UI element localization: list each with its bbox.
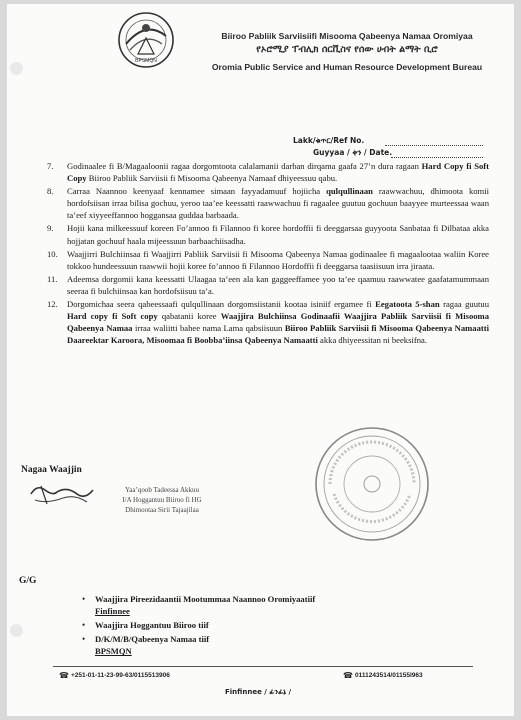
item-text-run: Adeemsa dorgomii kana keessatti Ulaagaa ta’een ala kan gaggeeffamee yoo ta’ee qaamuu raawwatee gaafatamummaan seeraa fi bulchiinsaa kan hordofsiisuu ta’a. [67,273,489,296]
signatory-name: Yaa’qoob Tadeessa Akkuu [124,486,200,494]
item-text-run: Biiroo Pabliik Sarviisii fi Misooma Qabeenya Namaaf dhiyeessuu qabu. [86,173,338,184]
punch-hole [10,62,23,75]
item-number: 8. [47,186,54,197]
footer-city: Finfinnee / ፊንፊኔ / [225,688,292,696]
item-number: 9. [47,223,54,234]
closing-text: Nagaa Waajjin [21,465,82,475]
item-text-bold: qulqullinaan [326,186,373,197]
item-text-bold: Waajjira Bulchiinsa Godinaafii Waajjira Pabliik Sarviisii fi Misooma Qabeenya Namaa [67,311,489,334]
punch-hole [10,624,23,637]
cc-bullet: • [82,634,86,644]
item-text [67,298,489,346]
handwritten-signature-icon [27,480,97,510]
item-text-run: Hojii kana milkeessuuf koreen Fo’annoo fi Filannoo fi koree hordoffii fi deeggarsaa guyyoota Sanbataa fi Dilbataa akka hojjatan gochuuf haala mijeessuun barbaachiisadha. [67,223,489,246]
header-org-amharic: የኦሮሚያ ፐብሊክ ሰርቪስና የሰው ሀብት ልማት ቢሮ [256,44,438,55]
item-number: 11. [47,273,58,284]
phone-icon: ☎ [343,671,353,680]
item-text-run: Waajjirri Bulchiinsaa fi Waajjirri Pabliik Sarviisii fi Misooma Qabeenya Namaa godinaalee fi magaalootaa waliin Koree tokkoo hundeessuun raawwii hojii koree fo’annoo fi Filannoo Hordoffii fi deeggarsa taasiisuun irra jiraata. [67,248,489,271]
ref-number-line [385,145,483,146]
cc-label: G/G [19,576,37,586]
header-org-english: Oromia Public Service and Human Resource Development Bureau [211,62,483,72]
phone-icon: ☎ [59,671,69,680]
item-text-bold: Biiroo Pabliik Sarviisii fi Misooma Qabeenya Namaatti Daareektar Karoora, Misoomaa fi Boobba’iinsa Qabeenya Namaatti [67,323,489,346]
numbered-item [47,160,489,184]
item-text-run: Dorgomichaa seera qabeessaafi qulqullinaan dorgomsiistanii kootaa isiniif ergamee fi [67,299,376,310]
item-text-bold: Eegatoota 5-shan [375,299,440,310]
numbered-item [47,222,489,246]
cc-recipient-3: D/K/M/B/Qabeenya Namaa tiif [95,634,210,644]
numbered-item [47,185,489,221]
numbered-items [47,160,489,347]
item-text [67,160,489,184]
cc-recipient-2: Waajjira Hoggantuu Biiroo tiif [95,620,209,630]
item-text-run: Carraa Naannoo keenyaaf kennamee simaan fayyadamuuf hojiicha [67,186,327,197]
item-text-bold: Hard copy fi Soft copy [67,311,158,322]
footer-divider [53,666,473,667]
item-number: 10. [47,248,58,259]
cc-bullet: • [82,620,86,630]
numbered-item [47,248,489,272]
signatory-title: I/A Hoggantuu Biiroo fi HG [122,496,202,504]
item-number: 12. [47,299,58,310]
document-page [7,4,514,716]
item-number: 7. [47,161,54,171]
item-text [67,222,489,246]
footer-phone-right: 0111243514/01155l963 [355,672,423,679]
item-text-run: raawwachuu, dhimoota komii hordofsiisan irraa bilisa gochuu, yeroo taa’ee keessatti raawwachuu fi ragaalee guutuu gochuun baayyee murteessaa waan ta’eef xiyyeeffannoo hoggansaa guddaa barbaada. [67,186,489,221]
item-text-run: irraa waliitti bahee nama Lama qabsiisuun [132,323,285,334]
header-org-oromo: Biiroo Pabliik Sarviisiifi Misooma Qabeenya Namaa Oromiyaa [221,31,473,41]
item-text [67,273,489,297]
official-stamp-icon [312,424,432,544]
item-text-run: ragaa guutuu [439,299,489,310]
signatory-office: Dhimootaa Sirii Tajaajilaa [125,506,199,514]
footer-phone-left: +251-01-11-23-99-63/0115513906 [71,672,170,679]
cc-recipient-3-code: BPSMQN [95,646,132,656]
item-text [67,185,489,221]
bureau-logo-icon [116,10,176,70]
date-label: Guyyaa / ቀን / Date. [313,148,393,157]
item-text-run: Godinaalee fi B/Magaaloonii ragaa dorgomtoota calalamanii darban dirqama gaafa 27’n dura ragaan [67,161,422,171]
cc-recipient-1: Waajjira Pireezidaantii Mootummaa Naannoo Oromiyaatiif [95,594,316,604]
numbered-item [47,273,489,297]
item-text-run: qabatanii koree [157,311,221,322]
numbered-item [47,298,489,346]
cc-recipient-1-city: Finfinnee [95,606,130,616]
item-text [67,248,489,272]
item-text-run: akka dhiyeessitan ni beeksifna. [317,335,427,346]
ref-number-label: Lakk/ቁጥር/Ref No. [293,136,365,145]
item-text-bold: Hard Copy fi Soft Copy [67,161,489,184]
cc-bullet: • [82,594,86,604]
date-line [391,157,483,158]
svg-text:BPSMQN: BPSMQN [135,58,157,64]
